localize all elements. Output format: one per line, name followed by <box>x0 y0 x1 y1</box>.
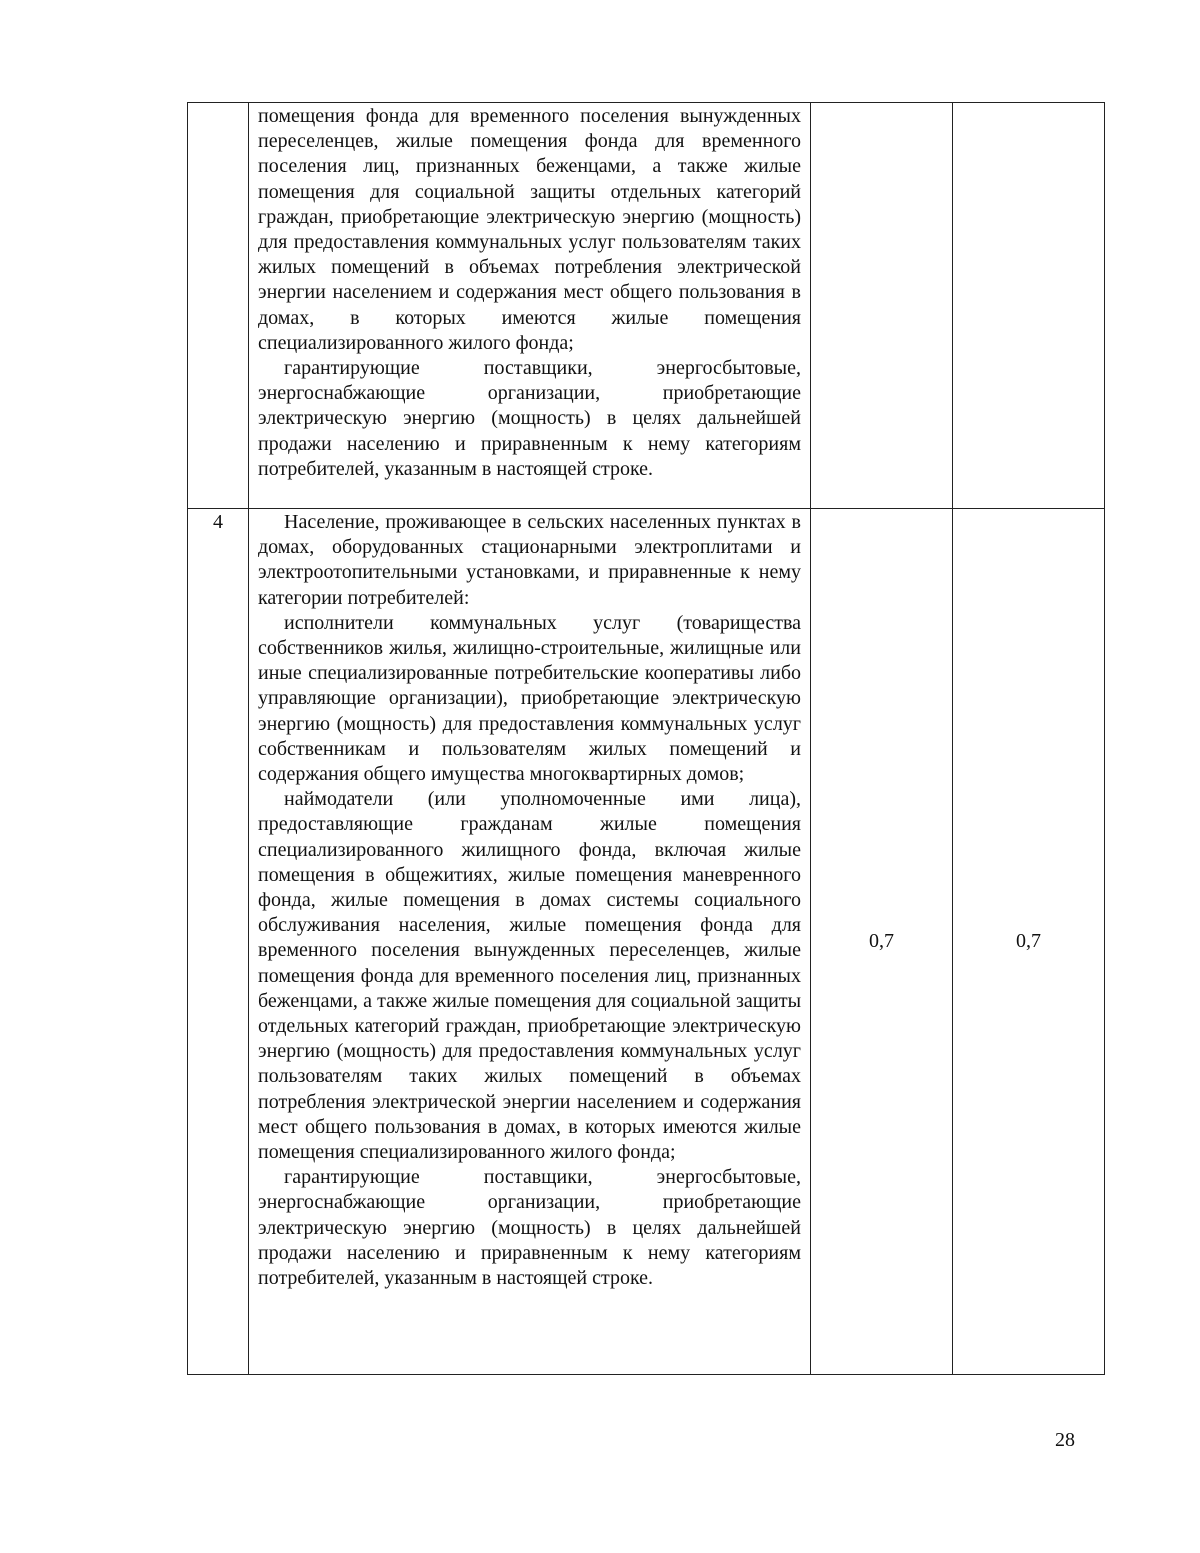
description-paragraph: помещения фонда для временного поселения вынужденных переселенцев, жилые помещения фонда для временного поселения лиц, признанных беженцами, а также жилые помещения для социальной защиты отдельных категорий граждан, приобретающие электрическую энергию (мощность) для предоставления коммунальных услуг пользователям таких жилых помещений в объемах потребления электрической энергии населением и содержания мест общего пользования в домах, в которых имеются жилые помещения специализированного жилого фонда; <box>258 105 801 354</box>
description-paragraph: Население, проживающее в сельских населенных пунктах в домах, оборудованных стационарными электроплитами и электроотопительными установками, и приравненные к нему категории потребителей: <box>258 511 801 609</box>
tariff-table <box>187 102 1105 1375</box>
row-value-2-cell: 0,7 <box>953 509 1105 1375</box>
row-value-1-cell: 0,7 <box>811 509 953 1375</box>
table-row <box>188 509 1105 1375</box>
page-number: 28 <box>1055 1429 1075 1451</box>
row-description-cell <box>249 103 811 509</box>
table-row <box>188 103 1105 509</box>
description-paragraph: гарантирующие поставщики, энергосбытовые, энергоснабжающие организации, приобретающие электрическую энергию (мощность) в целях дальнейшей продажи населению и приравненным к нему категориям потребителей, указанным в настоящей строке. <box>258 357 801 480</box>
description-paragraph: исполнители коммунальных услуг (товарищества собственников жилья, жилищно-строительные, жилищные или иные специализированные потребительские кооперативы либо управляющие организации), приобретающие электрическую энергию (мощность) для предоставления коммунальных услуг собственникам и пользователям жилых помещений и содержания общего имущества многоквартирных домов; <box>258 611 801 786</box>
row-value-1-cell <box>811 103 953 509</box>
row-number-cell: 4 <box>188 509 249 1375</box>
description-paragraph: гарантирующие поставщики, энергосбытовые, энергоснабжающие организации, приобретающие электрическую энергию (мощность) в целях дальнейшей продажи населению и приравненным к нему категориям потребителей, указанным в настоящей строке. <box>258 1166 801 1290</box>
description-paragraph: наймодатели (или уполномоченные ими лица), предоставляющие гражданам жилые помещения специализированного жилищного фонда, включая жилые помещения в общежитиях, жилые помещения маневренного фонда, жилые помещения в домах системы социального обслуживания населения, жилые помещения фонда для временного поселения вынужденных переселенцев, жилые помещения фонда для временного поселения лиц, признанных беженцами, а также жилые помещения для социальной защиты отдельных категорий граждан, приобретающие электрическую энергию (мощность) для предоставления коммунальных услуг пользователям таких жилых помещений в объемах потребления электрической энергии населением и содержания мест общего пользования в домах, в которых имеются жилые помещения специализированного жилого фонда; <box>258 788 801 1164</box>
row-value-2-cell <box>953 103 1105 509</box>
row-description-cell <box>249 509 811 1375</box>
row-number-cell <box>188 103 249 509</box>
